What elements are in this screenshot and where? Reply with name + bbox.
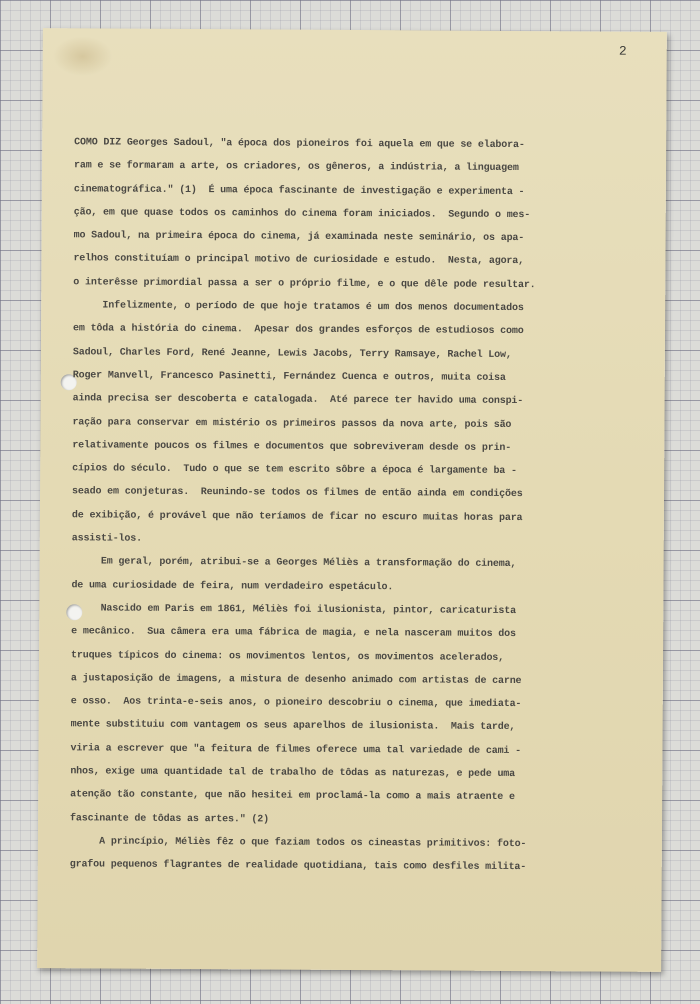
text-line: Em geral, porém, atribui-se a Georges Méliès a transformação do cinema,: [71, 556, 517, 571]
text-line: Infelizmente, o período de que hoje tratamos é um dos menos documentados: [73, 300, 524, 315]
text-line: fascinante de tôdas as artes." (2): [70, 812, 270, 826]
text-line: mo Sadoul, na primeira época do cinema, já examinada neste seminário, os apa-: [73, 230, 525, 245]
text-line: ção, em que quase todos os caminhos do cinema foram iniciados. Segundo o mes-: [73, 207, 531, 221]
text-line: relhos constituíam o principal motivo de curiosidade e estudo. Nesta, agora,: [73, 253, 525, 268]
text-line: de exibição, é provável que não teríamos de ficar no escuro muitas horas para: [71, 510, 523, 524]
text-line: truques típicos do cinema: os movimentos lentos, os movimentos acelerados,: [71, 649, 505, 664]
text-line: nhos, exige uma quantidade tal de trabalho de tôdas as naturezas, e pede uma: [70, 766, 516, 781]
text-line: ainda precisa ser descoberta e catalogada. Até parece ter havido uma conspi-: [72, 393, 524, 408]
text-line: mente substituiu com vantagem os seus aparelhos de ilusionista. Mais tarde,: [70, 719, 516, 734]
text-line: cinematográfica." (1) É uma época fascinante de investigação e experimenta -: [73, 183, 525, 198]
text-line: Roger Manvell, Francesco Pasinetti, Fernández Cuenca e outros, muita coisa: [72, 370, 506, 384]
text-line: COMO DIZ Georges Sadoul, "a época dos pioneiros foi aquela em que se elabora-: [74, 137, 525, 152]
typewritten-page: [37, 28, 667, 972]
text-line: relativamente poucos os filmes e documentos que sobreviveram desde os prin-: [72, 440, 512, 454]
text-line: grafou pequenos flagrantes de realidade quotidiana, tais como desfiles milita-: [69, 859, 527, 874]
text-line: de uma curiosidade de feira, num verdadeiro espetáculo.: [71, 579, 394, 593]
page-number: 2: [618, 43, 627, 59]
text-line: a justaposição de imagens, a mistura de desenho animado com artistas de carne: [70, 673, 522, 687]
body-text: [70, 131, 641, 880]
paper-stain: [53, 36, 113, 76]
text-line: seado em conjeturas. Reunindo-se todos os filmes de então ainda em condições: [72, 486, 523, 501]
text-line: ram e se formaram a arte, os criadores, os gêneros, a indústria, a linguagem: [74, 160, 519, 175]
text-line: assisti-los.: [71, 533, 143, 545]
text-line: atenção tão constante, que não hesitei em proclamá-la como a mais atraente e: [70, 789, 515, 804]
text-line: e osso. Aos trinta-e-seis anos, o pioneiro descobriu o cinema, que imediata-: [70, 696, 522, 711]
text-line: A princípio, Méliès fêz o que faziam todos os cineastas primitivos: foto-: [69, 836, 527, 850]
text-line: ração para conservar em mistério os primeiros passos da nova arte, pois são: [72, 416, 512, 431]
text-line: em tôda a história do cinema. Apesar dos grandes esforços de estudiosos como: [73, 323, 524, 338]
text-line: cípios do século. Tudo o que se tem escrito sôbre a época é largamente ba -: [72, 463, 517, 478]
text-line: Sadoul, Charles Ford, René Jeanne, Lewis Jacobs, Terry Ramsaye, Rachel Low,: [72, 346, 512, 361]
text-line: o interêsse primordial passa a ser o próprio filme, e o que dêle pode resultar.: [73, 277, 536, 291]
text-line: e mecânico. Sua câmera era uma fábrica de magia, e nela nasceram muitos dos: [71, 626, 516, 641]
text-line: viria a escrever que "a feitura de filmes oferece uma tal variedade de cami -: [70, 743, 522, 757]
text-line: Nascido em Paris em 1861, Méliès foi ilusionista, pintor, caricaturista: [71, 603, 517, 617]
